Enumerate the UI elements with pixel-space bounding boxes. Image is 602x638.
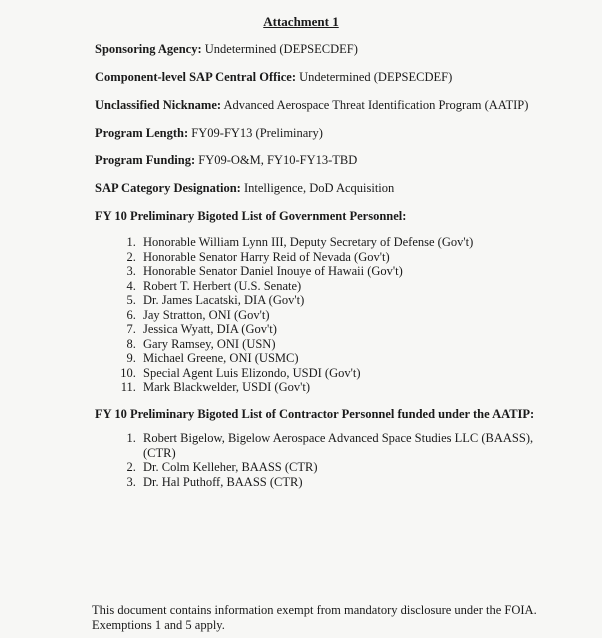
list-item: 1. Robert Bigelow, Bigelow Aerospace Advanced Space Studies LLC (BAASS), (CTR) xyxy=(139,431,559,460)
field-value: Undetermined (DEPSECDEF) xyxy=(204,42,358,56)
list-item: 7. Jessica Wyatt, DIA (Gov't) xyxy=(139,322,569,337)
list-item: 1. Honorable William Lynn III, Deputy Secretary of Defense (Gov't) xyxy=(139,235,569,250)
list-item: 2. Dr. Colm Kelleher, BAASS (CTR) xyxy=(139,460,559,475)
field-sponsoring-agency xyxy=(95,42,358,57)
field-sap-category xyxy=(95,181,394,196)
field-label: Program Funding: xyxy=(95,153,196,167)
list-item: 10. Special Agent Luis Elizondo, USDI (Gov't) xyxy=(139,366,569,381)
list-item: 8. Gary Ramsey, ONI (USN) xyxy=(139,337,569,352)
field-sap-central-office xyxy=(95,70,452,85)
field-label: Component-level SAP Central Office: xyxy=(95,70,297,84)
list-item: 3. Dr. Hal Puthoff, BAASS (CTR) xyxy=(139,475,559,490)
list-item: 5. Dr. James Lacatski, DIA (Gov't) xyxy=(139,293,569,308)
field-value: FY09-FY13 (Preliminary) xyxy=(191,126,323,140)
government-personnel-list xyxy=(95,235,569,395)
list-item: 2. Honorable Senator Harry Reid of Nevada (Gov't) xyxy=(139,250,569,265)
field-label: SAP Category Designation: xyxy=(95,181,241,195)
field-label: Sponsoring Agency: xyxy=(95,42,202,56)
field-value: Intelligence, DoD Acquisition xyxy=(243,181,395,195)
field-value: FY09-O&M, FY10-FY13-TBD xyxy=(198,153,358,167)
field-program-funding xyxy=(95,153,357,168)
field-value: Advanced Aerospace Threat Identification Program (AATIP) xyxy=(223,98,529,112)
contractor-personnel-heading: FY 10 Preliminary Bigoted List of Contractor Personnel funded under the AATIP: xyxy=(95,407,535,421)
list-item: 6. Jay Stratton, ONI (Gov't) xyxy=(139,308,569,323)
field-value: Undetermined (DEPSECDEF) xyxy=(299,70,453,84)
foia-disclaimer: This document contains information exempt from mandatory disclosure under the FOIA. Exemptions 1 and 5 apply. xyxy=(92,603,537,632)
list-item: 3. Honorable Senator Daniel Inouye of Hawaii (Gov't) xyxy=(139,264,569,279)
document-title: Attachment 1 xyxy=(263,14,339,29)
field-label: Program Length: xyxy=(95,126,189,140)
list-item: 9. Michael Greene, ONI (USMC) xyxy=(139,351,569,366)
contractor-personnel-list xyxy=(95,431,559,489)
government-personnel-heading: FY 10 Preliminary Bigoted List of Government Personnel: xyxy=(95,209,407,223)
field-program-length xyxy=(95,126,323,141)
list-item: 11. Mark Blackwelder, USDI (Gov't) xyxy=(139,380,569,395)
field-unclassified-nickname xyxy=(95,98,528,113)
list-item: 4. Robert T. Herbert (U.S. Senate) xyxy=(139,279,569,294)
field-label: Unclassified Nickname: xyxy=(95,98,222,112)
